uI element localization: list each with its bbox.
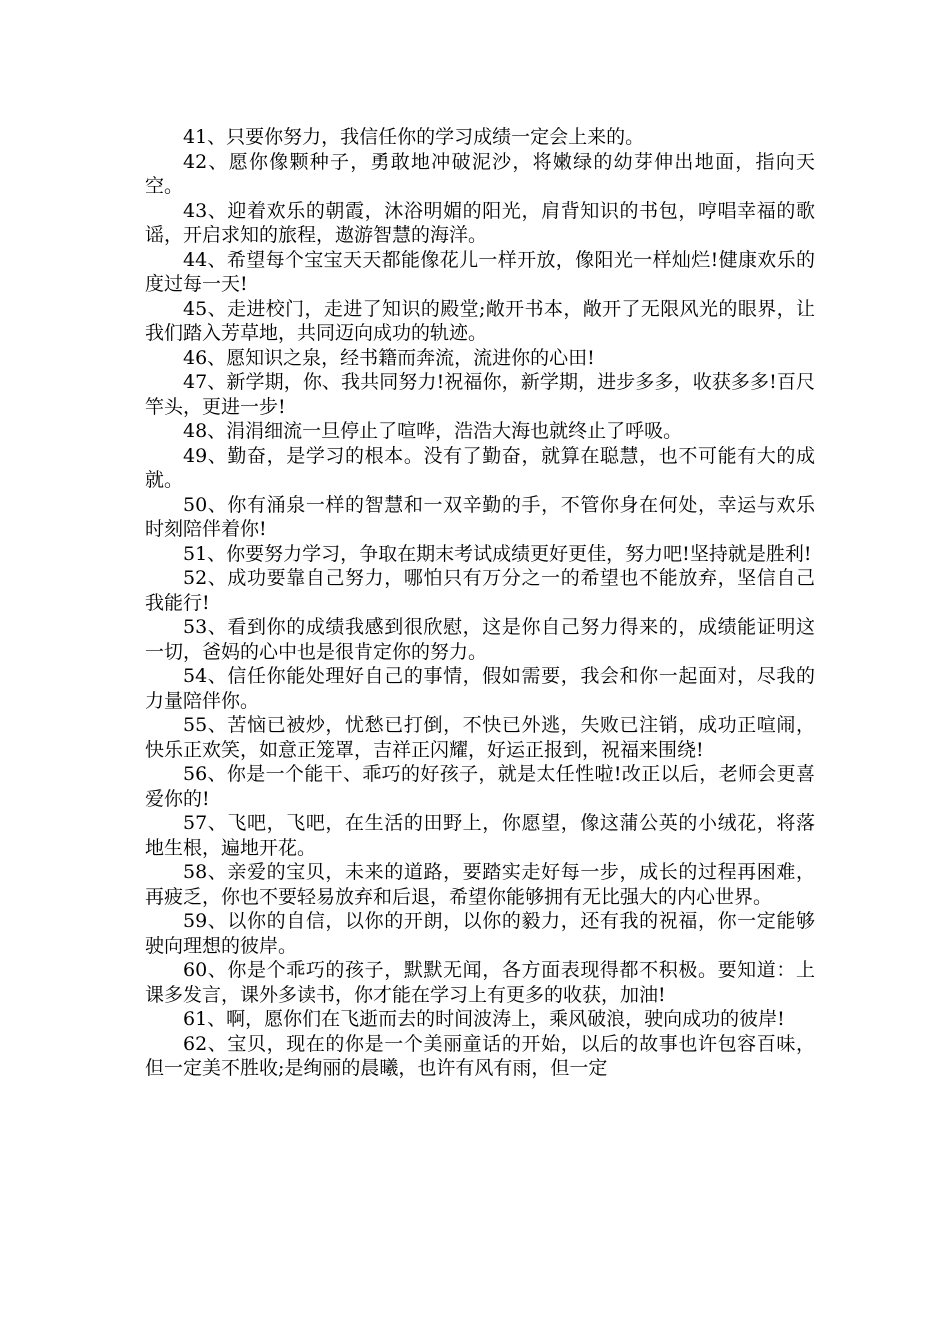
paragraph-57: 57、飞吧，飞吧，在生活的田野上，你愿望，像这蒲公英的小绒花，将落地生根，遍地开花。 [145,812,815,859]
paragraph-51: 51、你要努力学习，争取在期末考试成绩更好更佳，努力吧!坚持就是胜利! [183,542,812,565]
paragraph-55: 55、苦恼已被炒，忧愁已打倒，不快已外逃，失败已注销，成功正喧闹，快乐正欢笑，如意正笼罩，吉祥正闪耀，好运正报到，祝福来围绕! [145,714,815,761]
document-body [145,125,815,1081]
paragraph-47: 47、新学期，你、我共同努力!祝福你，新学期，进步多多，收获多多!百尺竿头，更进一步! [145,371,815,418]
paragraph-56: 56、你是一个能干、乖巧的好孩子，就是太任性啦!改正以后，老师会更喜爱你的! [145,763,815,810]
paragraph-45: 45、走进校门，走进了知识的殿堂;敞开书本，敞开了无限风光的眼界，让我们踏入芳草地，共同迈向成功的轨迹。 [145,297,815,344]
paragraph-59: 59、以你的自信，以你的开朗，以你的毅力，还有我的祝福，你一定能够驶向理想的彼岸。 [145,910,815,957]
paragraph-50: 50、你有涌泉一样的智慧和一双辛勤的手，不管你身在何处，幸运与欢乐时刻陪伴着你! [145,493,815,540]
paragraph-52: 52、成功要靠自己努力，哪怕只有万分之一的希望也不能放弃，坚信自己我能行! [145,567,815,614]
paragraph-49: 49、勤奋，是学习的根本。没有了勤奋，就算在聪慧，也不可能有大的成就。 [145,444,815,491]
paragraph-61: 61、啊，愿你们在飞逝而去的时间波涛上，乘风破浪，驶向成功的彼岸! [183,1008,785,1030]
paragraph-58: 58、亲爱的宝贝，未来的道路，要踏实走好每一步，成长的过程再困难，再疲乏，你也不要轻易放弃和后退，希望你能够拥有无比强大的内心世界。 [145,861,815,908]
paragraph-48: 48、涓涓细流一旦停止了喧哗，浩浩大海也就终止了呼吸。 [183,420,683,442]
paragraph-53: 53、看到你的成绩我感到很欣慰，这是你自己努力得来的，成绩能证明这一切，爸妈的心中也是很肯定你的努力。 [145,616,815,663]
paragraph-46: 46、愿知识之泉，经书籍而奔流，流进你的心田! [183,346,595,369]
paragraph-42: 42、愿你像颗种子，勇敢地冲破泥沙，将嫩绿的幼芽伸出地面，指向天空。 [145,150,815,197]
paragraph-41: 41、只要你努力，我信任你的学习成绩一定会上来的。 [183,126,645,148]
paragraph-43: 43、迎着欢乐的朝霞，沐浴明媚的阳光，肩背知识的书包，哼唱幸福的歌谣，开启求知的旅程，遨游智慧的海洋。 [145,199,815,246]
paragraph-54: 54、信任你能处理好自己的事情，假如需要，我会和你一起面对，尽我的力量陪伴你。 [145,665,815,712]
paragraph-60: 60、你是个乖巧的孩子，默默无闻，各方面表现得都不积极。要知道：上课多发言，课外多读书，你才能在学习上有更多的收获，加油! [145,959,815,1006]
paragraph-62: 62、宝贝，现在的你是一个美丽童话的开始，以后的故事也许包容百味，但一定美不胜收;是绚丽的晨曦，也许有风有雨，但一定 [145,1032,815,1079]
paragraph-44: 44、希望每个宝宝天天都能像花儿一样开放，像阳光一样灿烂!健康欢乐的度过每一天! [145,248,815,295]
